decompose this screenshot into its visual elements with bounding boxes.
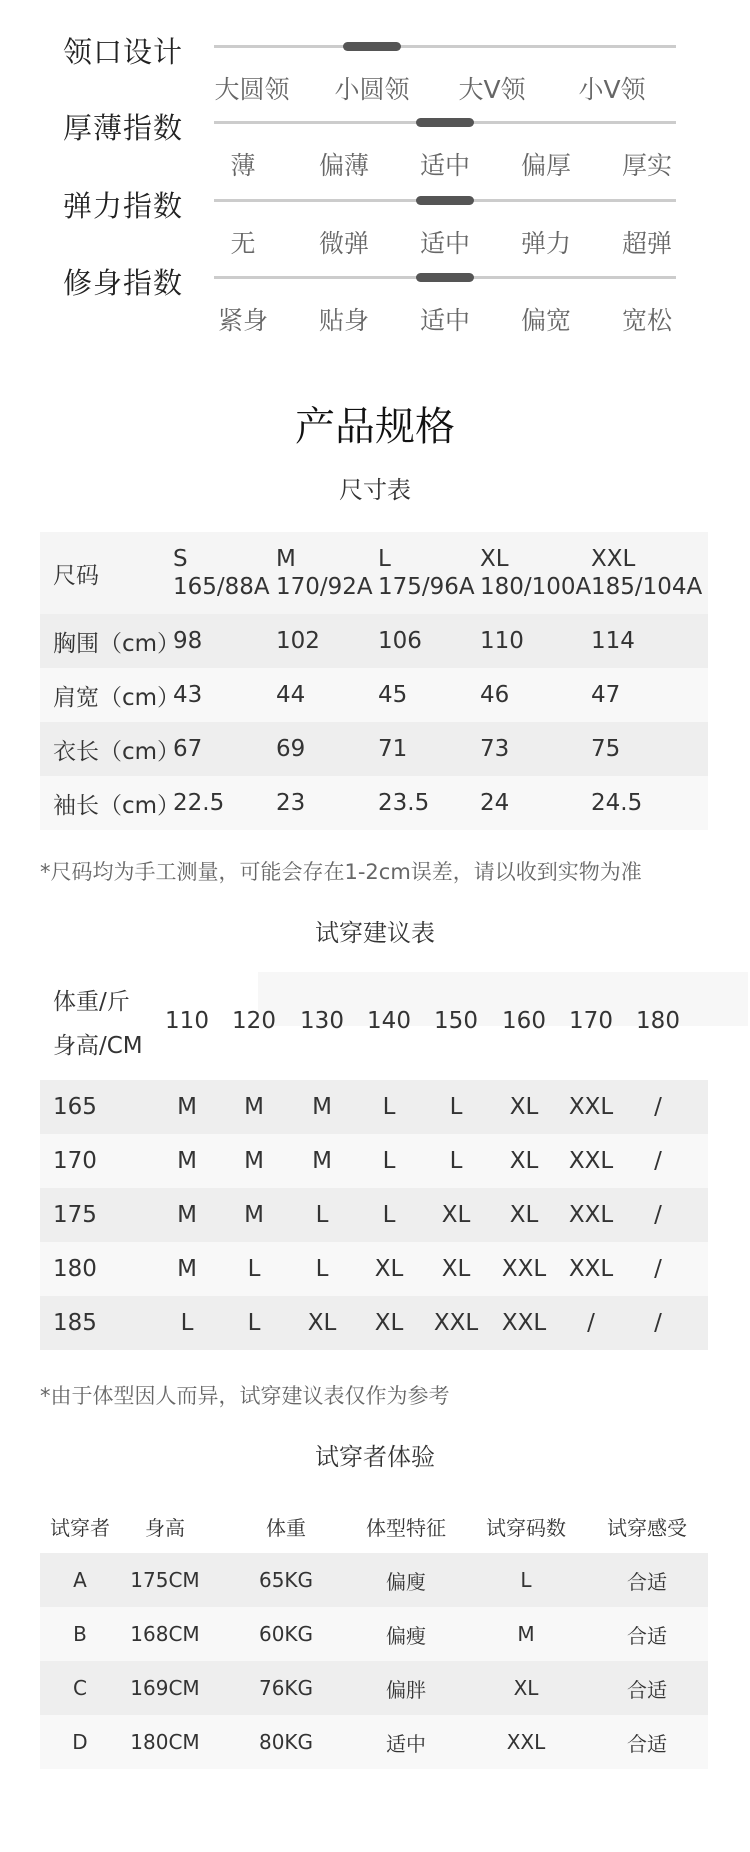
attribute-option: 宽松	[621, 306, 672, 335]
size-header-text	[173, 545, 270, 601]
tester-table	[40, 1499, 708, 1769]
attribute-label: 领口设计	[63, 35, 184, 69]
fit-size-value: XL	[441, 1202, 471, 1228]
fit-size-value: XXL	[501, 1256, 547, 1282]
size-row-label: 胸围（cm）	[53, 630, 181, 657]
tester-cell: 合适	[627, 1623, 667, 1648]
table-row	[40, 722, 708, 776]
height-value: 170	[53, 1148, 97, 1174]
attribute-option: 无	[230, 229, 256, 258]
attribute-option: 偏薄	[318, 151, 369, 180]
fit-size-value: L	[382, 1094, 396, 1120]
weight-value: 180	[636, 1008, 680, 1034]
tester-cell: 180CM	[130, 1730, 200, 1754]
size-spec: 180/100A	[480, 574, 592, 600]
size-row-label: 肩宽（cm）	[53, 684, 181, 711]
fit-size-value: M	[244, 1148, 264, 1174]
size-value: 46	[480, 682, 510, 708]
attribute-option: 微弹	[318, 229, 369, 258]
fit-size-value: XL	[509, 1202, 539, 1228]
size-header-cell	[378, 532, 475, 614]
height-label: 身高/CM	[53, 1032, 143, 1059]
attribute-option: 紧身	[217, 306, 268, 335]
tester-cell: 65KG	[258, 1568, 314, 1592]
tester-header-cell: 体型特征	[366, 1515, 446, 1540]
fit-size-value: XL	[307, 1310, 337, 1336]
size-spec: 170/92A	[276, 574, 373, 600]
size-value: 43	[173, 682, 203, 708]
attribute-row	[0, 30, 750, 104]
size-header-text	[591, 545, 702, 601]
fit-size-value: XXL	[433, 1310, 479, 1336]
attribute-option: 大V领	[458, 75, 526, 104]
size-header-label: 尺码	[53, 562, 99, 589]
size-header-text	[480, 545, 591, 601]
size-value: 71	[378, 736, 408, 762]
tester-cell: 合适	[627, 1569, 667, 1594]
size-value: 106	[378, 628, 422, 654]
tester-cell: D	[72, 1730, 88, 1754]
weight-value: 160	[502, 1008, 546, 1034]
fit-size-value: XL	[509, 1094, 539, 1120]
tester-cell: M	[517, 1622, 535, 1646]
size-value: 24.5	[591, 790, 643, 816]
size-code: XXL	[591, 546, 636, 572]
size-table-header	[40, 532, 708, 614]
size-spec: 165/88A	[173, 574, 270, 600]
size-header-text	[276, 545, 373, 601]
size-code: XL	[480, 546, 509, 572]
tester-cell: XXL	[506, 1730, 546, 1754]
table-row	[40, 614, 708, 668]
weight-value: 120	[232, 1008, 276, 1034]
fit-size-value: M	[244, 1094, 264, 1120]
attribute-option: 适中	[419, 306, 470, 335]
attribute-row	[0, 106, 750, 180]
height-value: 185	[53, 1310, 97, 1336]
attribute-marker	[416, 118, 474, 127]
size-header-cell	[173, 532, 270, 614]
tester-header-cell: 试穿感受	[607, 1515, 687, 1540]
weight-value: 130	[300, 1008, 344, 1034]
fit-size-value: /	[587, 1310, 595, 1336]
fit-size-value: XXL	[501, 1310, 547, 1336]
table-row	[40, 1553, 708, 1607]
fit-size-value: XL	[441, 1256, 471, 1282]
size-value: 110	[480, 628, 524, 654]
fit-size-value: /	[654, 1202, 662, 1228]
size-spec: 185/104A	[591, 574, 703, 600]
fit-size-value: /	[654, 1094, 662, 1120]
table-row	[40, 1134, 708, 1188]
fit-size-value: XL	[374, 1256, 404, 1282]
attribute-marker	[416, 196, 474, 205]
tester-cell: C	[73, 1676, 87, 1700]
tester-cell: XL	[513, 1676, 539, 1700]
size-value: 22.5	[173, 790, 225, 816]
attribute-track	[214, 199, 676, 202]
attribute-option: 偏厚	[520, 151, 571, 180]
tester-cell: 80KG	[258, 1730, 314, 1754]
attribute-label: 修身指数	[63, 266, 184, 300]
size-chart-title: 尺寸表	[339, 476, 411, 504]
fit-size-value: /	[654, 1148, 662, 1174]
fit-size-value: /	[654, 1310, 662, 1336]
tester-table-header	[40, 1499, 708, 1553]
tester-chart-title: 试穿者体验	[315, 1443, 435, 1471]
fit-size-value: /	[654, 1256, 662, 1282]
size-row-label: 袖长（cm）	[53, 792, 181, 819]
attribute-marker	[416, 273, 474, 282]
fit-size-value: L	[315, 1202, 329, 1228]
fit-size-value: L	[315, 1256, 329, 1282]
tester-cell: 偏胖	[386, 1677, 426, 1702]
fit-size-value: L	[247, 1310, 261, 1336]
size-header-cell	[591, 532, 702, 614]
size-chart-note: *尺码均为手工测量，可能会存在1-2cm误差，请以收到实物为准	[40, 860, 642, 884]
fit-size-value: M	[177, 1202, 197, 1228]
fit-table	[40, 972, 708, 1350]
tester-header-cell: 试穿码数	[486, 1515, 566, 1540]
fit-size-value: L	[180, 1310, 194, 1336]
size-value: 23.5	[378, 790, 430, 816]
tester-cell: 168CM	[130, 1622, 200, 1646]
size-spec: 175/96A	[378, 574, 475, 600]
attribute-row	[0, 261, 750, 335]
attribute-marker	[343, 42, 401, 51]
fit-size-value: XXL	[568, 1094, 614, 1120]
size-value: 23	[276, 790, 306, 816]
fit-size-value: M	[177, 1148, 197, 1174]
tester-cell: 合适	[627, 1731, 667, 1756]
size-value: 47	[591, 682, 621, 708]
fit-size-value: L	[449, 1094, 463, 1120]
fit-size-value: L	[247, 1256, 261, 1282]
size-value: 45	[378, 682, 408, 708]
tester-cell: A	[73, 1568, 87, 1592]
attribute-option: 厚实	[621, 151, 672, 180]
fit-size-value: M	[177, 1094, 197, 1120]
size-header-cell	[276, 532, 373, 614]
attribute-option: 弹力	[520, 229, 571, 258]
attribute-label: 弹力指数	[63, 189, 184, 223]
fit-size-value: XXL	[568, 1202, 614, 1228]
attribute-row	[0, 184, 750, 258]
table-row	[40, 668, 708, 722]
fit-size-value: M	[312, 1094, 332, 1120]
table-row	[40, 776, 708, 830]
table-row	[40, 1715, 708, 1769]
attribute-option: 贴身	[318, 306, 369, 335]
tester-cell: 偏瘦	[386, 1623, 426, 1648]
table-row	[40, 1607, 708, 1661]
tester-cell: 合适	[627, 1677, 667, 1702]
weight-value: 110	[165, 1008, 209, 1034]
size-code: S	[173, 546, 188, 572]
attribute-label: 厚薄指数	[63, 111, 184, 145]
fit-size-value: XL	[509, 1148, 539, 1174]
attribute-track	[214, 121, 676, 124]
size-header-text	[378, 545, 475, 601]
attribute-track	[214, 276, 676, 279]
fit-size-value: XXL	[568, 1256, 614, 1282]
height-value: 165	[53, 1094, 97, 1120]
attribute-option: 薄	[230, 151, 256, 180]
size-value: 69	[276, 736, 306, 762]
size-header-cell	[480, 532, 591, 614]
tester-cell: 76KG	[258, 1676, 314, 1700]
height-value: 175	[53, 1202, 97, 1228]
fit-chart-title: 试穿建议表	[315, 919, 435, 947]
tester-cell: 60KG	[258, 1622, 314, 1646]
attribute-option: 适中	[419, 151, 470, 180]
tester-header-cell: 身高	[145, 1515, 185, 1540]
weight-label: 体重/斤	[53, 988, 130, 1015]
fit-size-value: L	[449, 1148, 463, 1174]
attribute-option: 小V领	[578, 75, 646, 104]
attribute-option: 大圆领	[214, 75, 290, 104]
table-row	[40, 1080, 708, 1134]
size-value: 44	[276, 682, 306, 708]
fit-size-value: M	[177, 1256, 197, 1282]
fit-size-value: M	[312, 1148, 332, 1174]
table-row	[40, 1188, 708, 1242]
table-row	[40, 1661, 708, 1715]
tester-cell: 169CM	[130, 1676, 200, 1700]
weight-value: 140	[367, 1008, 411, 1034]
attribute-option: 偏宽	[520, 306, 571, 335]
tester-cell: L	[520, 1568, 532, 1592]
tester-cell: 偏廋	[386, 1569, 426, 1594]
tester-header-cell: 体重	[266, 1515, 306, 1540]
page-title: 产品规格	[295, 404, 455, 450]
weight-value: 170	[569, 1008, 613, 1034]
table-row	[40, 1242, 708, 1296]
size-value: 67	[173, 736, 203, 762]
size-value: 102	[276, 628, 320, 654]
size-table	[40, 532, 708, 830]
fit-size-value: L	[382, 1148, 396, 1174]
height-value: 180	[53, 1256, 97, 1282]
fit-size-value: XXL	[568, 1148, 614, 1174]
attribute-option: 小圆领	[334, 75, 410, 104]
fit-size-value: M	[244, 1202, 264, 1228]
weight-value: 150	[434, 1008, 478, 1034]
tester-cell: 适中	[386, 1731, 426, 1756]
fit-chart-note: *由于体型因人而异，试穿建议表仅作为参考	[40, 1384, 450, 1408]
fit-table-header	[40, 972, 708, 1080]
size-code: L	[378, 546, 391, 572]
table-row	[40, 1296, 708, 1350]
fit-size-value: L	[382, 1202, 396, 1228]
size-code: M	[276, 546, 296, 572]
fit-size-value: XL	[374, 1310, 404, 1336]
size-value: 98	[173, 628, 203, 654]
size-value: 24	[480, 790, 510, 816]
tester-cell: B	[73, 1622, 87, 1646]
size-row-label: 衣长（cm）	[53, 738, 181, 765]
size-value: 75	[591, 736, 621, 762]
tester-cell: 175CM	[130, 1568, 200, 1592]
tester-header-cell: 试穿者	[50, 1515, 110, 1540]
attribute-option: 适中	[419, 229, 470, 258]
attribute-track	[214, 45, 676, 48]
size-value: 73	[480, 736, 510, 762]
attribute-option: 超弹	[621, 229, 672, 258]
size-value: 114	[591, 628, 635, 654]
